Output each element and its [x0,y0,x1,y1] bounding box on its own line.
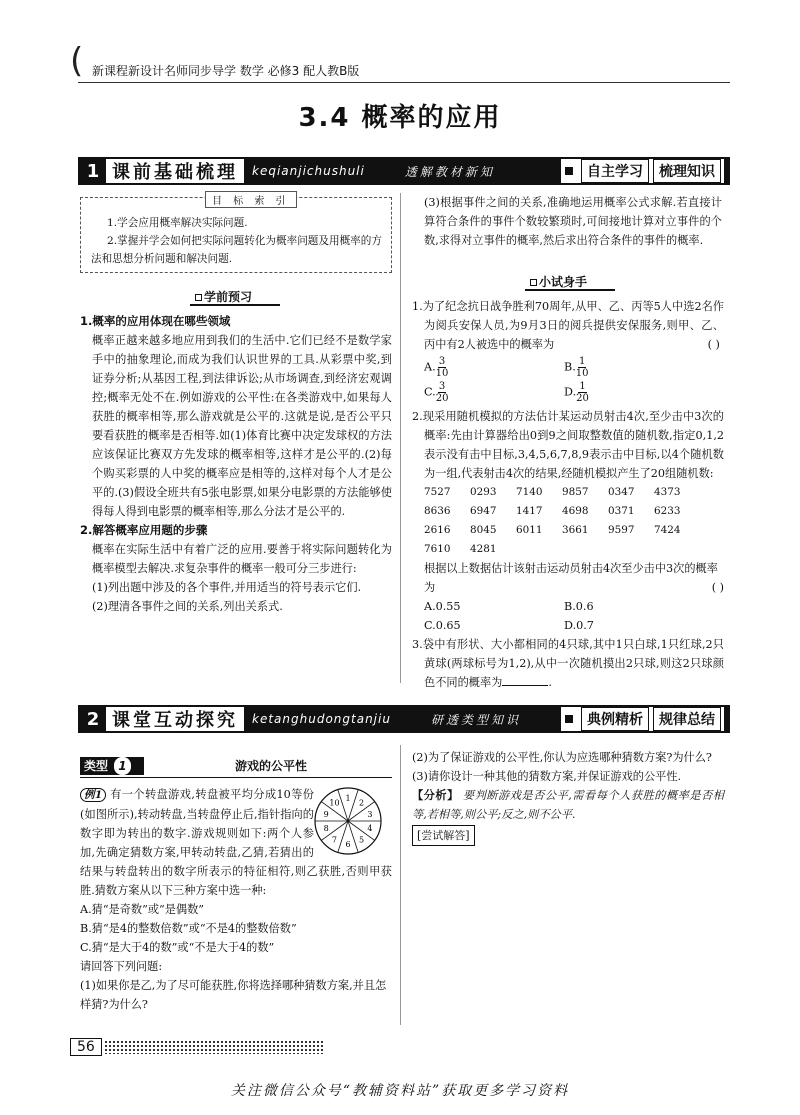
banner-slogan: 透解教材新知 [404,164,495,179]
problem-2-question-text: 根据以上数据估计该射击运动员射击4次至少击中3次的概率为 [424,562,718,594]
trial-problem-3 [412,635,724,692]
fraction [576,356,589,379]
scheme-a: A.猜“是奇数”或“是偶数” [80,903,205,916]
random-number: 0293 [470,486,497,498]
banner-pinyin-text: keqianjichushuli [252,164,365,178]
numerator: 3 [438,356,446,367]
wheel-number: 3 [367,809,373,819]
q2-title: 2.解答概率应用题的步骤 [80,523,208,537]
q1-title: 1.概率的应用体现在哪些领域 [80,314,231,328]
banner-title: 课前基础梳理 [112,162,238,183]
heading-underline [525,289,615,291]
fraction [436,356,449,379]
random-number: 4698 [562,505,589,517]
page-title: 3.4 概率的应用 [298,103,502,133]
answer-paren: ( ) [707,338,720,351]
analysis [412,786,724,824]
q2-step-1: (1)列出题中涉及的各个事件,并用适当的符号表示它们. [92,581,362,594]
denominator: 20 [435,393,449,404]
random-number: 9597 [608,524,635,536]
random-number-table [412,483,724,559]
header-brace: ( [70,41,84,81]
fraction [576,381,589,404]
banner-end-bar [724,707,728,731]
option-c [424,381,564,404]
banner-tag-2: 规律总结 [653,707,721,731]
option-b: B.0.6 [564,600,594,613]
banner-number: 1 [80,159,106,183]
random-number: 8045 [470,524,497,536]
example-1-text: 有一个转盘游戏,转盘被平均分成10等份(如图所示),转动转盘,当转盘停止后,指针指向的数字即为转出的数字.游戏规则如下:两个人参加,先确定猜数方案,甲转动转盘,乙猜,若猜出的结果与转盘转出的数字所表示的特征相符,则乙获胜,否则甲获胜.猜数方案从以下三种方案中选一种: [80,788,392,897]
example-tag: 例1 [80,788,106,802]
wheel-number: 10 [329,798,340,808]
random-number: 4281 [470,543,497,555]
problem-1-options-row-1 [412,356,724,379]
try-answer-tag: [尝试解答] [412,825,475,846]
wheel-number: 4 [367,824,373,834]
banner-end-bar [724,159,728,183]
numerator: 3 [438,381,446,392]
analysis-tag: 【分析】 [412,788,459,802]
problem-2-options-row-2 [412,616,724,635]
heading-underline [190,304,280,306]
random-number: 2616 [424,524,451,536]
page-number-dots [104,1040,324,1054]
column-divider [400,193,401,683]
example-1-content [80,785,392,1014]
goals-box [80,197,392,273]
analysis-text: 要判断游戏是否公平,需看每个人获胜的概率是否相等,若相等,则公平;反之,则不公平. [412,789,724,821]
square-icon [195,294,202,301]
random-number: 6233 [654,505,681,517]
goal-item: 1.学会应用概率解决实际问题. [107,217,248,229]
fraction [436,381,449,404]
trial-heading-text: 小试身手 [539,275,588,289]
q2-step-3: (3)根据事件之间的关系,准确地运用概率公式求解.若直接计算符合条件的事件个数较繁琐时,可间接地计算对立事件的个数,求得对立事件的概率,然后求出符合条件的事件的概率. [424,196,722,247]
banner-slogan: 研透类型知识 [430,712,521,727]
option-label: A. [424,360,436,374]
question-3: (3)请你设计一种其他的猜数方案,并保证游戏的公平性. [412,770,682,783]
wheel-number: 6 [345,840,351,849]
random-number: 7610 [424,543,451,555]
answer-paren: ( ) [711,581,724,594]
denominator: 10 [435,368,449,379]
trial-heading [530,273,587,290]
random-number: 0371 [608,505,635,517]
random-number: 4373 [654,486,681,498]
question-2: (2)为了保证游戏的公平性,你认为应选哪种猜数方案?为什么? [412,751,712,764]
option-c: C.0.65 [424,619,461,632]
trial-problem-2-question [412,559,724,597]
goal-item: 2.掌握并学会如何把实际问题转化为概率问题及用概率的方法和思想分析问题和解决问题. [91,235,382,265]
running-header: 新课程新设计名师同步导学 数学 必修3 配人教B版 [92,64,360,78]
option-a: A.0.55 [424,600,461,613]
q1-body: 概率正越来越多地应用到我们的生活中.它们已经不是数学家手中的抽象理论,而成为我们认识世界的工具.从彩票中奖,到证券分析;从基因工程,到法律诉讼;从市场调查,到经济宏观调控;概率无处不在.例如游戏的公平性:在各类游戏中,如果每人获胜的概率相等,那么游戏就是公平的.这就是说,是否公平只要看获胜的概率是否相等.如(1)体育比赛中决定发球权的方法应该保证比赛双方先发球的概率相等,这样才是公平的.(2)每个购买彩票的人中奖的概率应是相等的,这样对每个人才是公平的.(3)假设全班共有5张电影票,如果分电影票的方法能够使得每人得到电影票的概率相等,那么分法才是公平的. [92,334,392,518]
random-number: 6011 [516,524,543,536]
option-label: D. [564,385,577,399]
problem-3-end: . [548,676,552,689]
preview-heading [195,288,252,305]
scheme-b: B.猜“是4的整数倍数”或“不是4的整数倍数” [80,922,297,935]
header-rule [78,82,730,83]
random-number: 7140 [516,486,543,498]
preview-content [80,312,392,616]
numerator: 1 [579,381,586,392]
random-number: 6947 [470,505,497,517]
wheel-number: 8 [323,824,329,834]
type-title: 游戏的公平性 [235,759,308,773]
example-1-body [80,785,392,900]
trial-content [412,297,724,692]
option-label: B. [564,360,576,374]
problem-1-text: 1.为了纪念抗日战争胜利70周年,从甲、乙、丙等5人中选2名作为阅兵安保人员,为9月3日的阅兵提供安保服务,则甲、乙、丙中有2人被选中的概率为 [412,300,724,351]
banner-title: 课堂互动探究 [112,710,238,731]
option-b [564,356,704,379]
denominator: 20 [576,393,589,404]
wheel-number: 1 [345,794,351,803]
wheel-number: 7 [331,835,338,845]
banner-tag-1: 典例精析 [581,707,649,731]
option-a [424,356,564,379]
random-number: 8636 [424,505,451,517]
wheel-number: 5 [358,835,365,845]
question-1: (1)如果你是乙,为了尽可能获胜,你将选择哪种猜数方案,并且怎样猜?为什么? [80,979,387,1011]
wheel-number: 2 [358,798,365,808]
problem-3-text: 3.袋中有形状、大小都相同的4只球,其中1只白球,1只红球,2只黄球(两球标号为1,2),从中一次随机摸出2只球,则这2只球颜色不同的概率为 [412,638,724,689]
random-number: 7527 [424,486,451,498]
problem-2-options-row-1 [412,597,724,616]
option-d: D.0.7 [564,619,594,632]
type-tag-text: 类型 [84,759,109,773]
wheel-number: 9 [323,809,329,819]
figure-spacer [314,785,392,851]
answer-blank [502,676,548,686]
denominator: 10 [575,368,589,379]
banner-square-icon [565,715,573,723]
random-number: 0347 [608,486,635,498]
q2-step-2: (2)理清各事件之间的关系,列出关系式. [92,600,283,613]
type-tag [80,757,144,775]
scheme-c: C.猜“是大于4的数”或“不是大于4的数” [80,941,275,954]
random-number: 1417 [516,505,543,517]
page-number: 56 [70,1038,102,1056]
random-number: 7424 [654,524,681,536]
numerator: 1 [578,356,586,367]
right-column-top [412,193,722,250]
example-1-continued [412,748,724,846]
banner-square-icon [565,167,573,175]
trial-problem-1 [412,297,724,354]
trial-problem-2: 2.现采用随机模拟的方法估计某运动员射击4次,至少击中3次的概率:先由计算器给出0到9之间取整数值的随机数,指定0,1,2表示没有击中目标,3,4,5,6,7,8,9表示击中目标,以4个随机数为一组,代表射击4次的结果,经随机模拟产生了20组随机数: [412,410,724,480]
preview-heading-text: 学前预习 [204,290,253,304]
square-icon [530,279,537,286]
type-number: 1 [114,757,130,775]
banner-number: 2 [80,707,106,731]
type-underline [80,777,392,778]
column-divider [400,745,401,1025]
option-d [564,381,704,404]
banner-tag-2: 梳理知识 [653,159,721,183]
banner-pinyin-text: ketanghudongtanjiu [252,712,391,726]
q2-body: 概率在实际生活中有着广泛的应用.要善于将实际问题转化为概率模型去解决.求复杂事件的概率一般可分三步进行: [92,543,392,575]
banner-tag-1: 自主学习 [581,159,649,183]
section-banner-2 [78,705,730,733]
answer-prompt: 请回答下列问题: [80,960,163,973]
random-number: 3661 [562,524,589,536]
banner-pinyin [244,707,561,731]
section-banner-1 [78,157,730,185]
goals-label: 目 标 索 引 [205,191,297,208]
problem-1-options-row-2 [412,381,724,404]
option-label: C. [424,385,436,399]
banner-pinyin [244,159,561,183]
footer-note: 关注微信公众号“教辅资料站”获取更多学习资料 [230,1083,570,1099]
random-number: 9857 [562,486,589,498]
